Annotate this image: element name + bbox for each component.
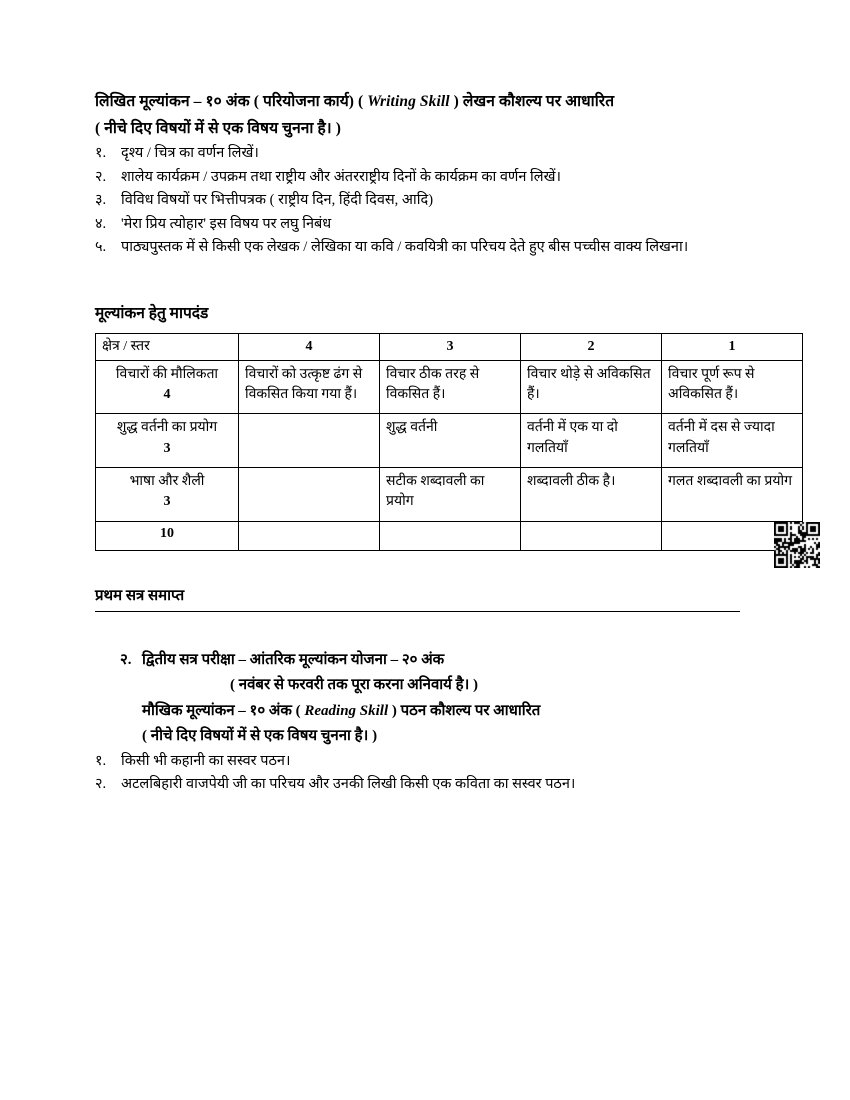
rubric-table <box>95 333 803 551</box>
list-item-label: 'मेरा प्रिय त्योहार' इस विषय पर लघु निबंध <box>121 215 332 232</box>
row-label-score: 4 <box>163 387 171 403</box>
list-item-number: २. <box>95 776 107 793</box>
table-header-row <box>96 333 803 360</box>
page-title-line1-post: ) लेखन कौशल्य पर आधारित <box>449 93 615 110</box>
table-cell <box>239 414 380 468</box>
list-item-label: अटलबिहारी वाजपेयी जी का परिचय और उनकी लिखी किसी एक कविता का सस्वर पठन। <box>121 776 576 793</box>
table-cell: शुद्ध वर्तनी <box>380 414 521 468</box>
table-cell: वर्तनी में दस से ज्यादा गलतियाँ <box>662 414 803 468</box>
qr-code-icon <box>774 522 820 568</box>
table-cell-empty <box>521 521 662 550</box>
section-two-number: २. <box>120 651 132 668</box>
list-item-number: ५. <box>95 239 107 256</box>
section-two-heading <box>120 648 740 674</box>
row-label-score: 3 <box>163 440 171 456</box>
section-two-subtitle-pre: मौखिक मूल्यांकन – १० अंक ( <box>142 702 305 719</box>
table-row <box>96 360 803 414</box>
list-item <box>95 213 715 235</box>
document-content <box>95 88 792 797</box>
list-item <box>95 166 715 188</box>
page-title-line1 <box>95 88 755 115</box>
row-label <box>96 414 239 468</box>
list-item <box>95 142 715 164</box>
page-title-line1-latin: Writing Skill <box>367 93 450 110</box>
column-header-1: 1 <box>662 333 803 360</box>
table-cell: विचार ठीक तरह से विकसित हैं। <box>380 360 521 414</box>
section-two-title: द्वितीय सत्र परीक्षा – आंतरिक मूल्यांकन योजना – २० अंक <box>142 651 445 668</box>
list-item-number: ३. <box>95 192 107 209</box>
column-header-3: 3 <box>380 333 521 360</box>
row-label-text: भाषा और शैली <box>129 474 205 490</box>
table-cell: विचार थोड़े से अविकसित हैं। <box>521 360 662 414</box>
section-two-items-list <box>95 750 720 796</box>
column-header-2: 2 <box>521 333 662 360</box>
table-cell: गलत शब्दावली का प्रयोग <box>662 468 803 522</box>
page-title-line2: ( नीचे दिए विषयों में से एक विषय चुनना है। ) <box>95 120 342 138</box>
column-header-4: 4 <box>239 333 380 360</box>
table-row <box>96 414 803 468</box>
list-item <box>95 236 715 258</box>
section-two-subtitle <box>142 699 740 725</box>
total-score: 10 <box>96 521 239 550</box>
list-item-label: विविध विषयों पर भित्तीपत्रक ( राष्ट्रीय दिन, हिंदी दिवस, आदि) <box>121 192 434 209</box>
table-cell: विचार पूर्ण रूप से अविकसित हैं। <box>662 360 803 414</box>
row-label-score: 3 <box>163 494 171 510</box>
topics-list <box>95 142 715 258</box>
row-label <box>96 468 239 522</box>
row-label <box>96 360 239 414</box>
table-row <box>96 468 803 522</box>
list-item-label: शालेय कार्यक्रम / उपक्रम तथा राष्ट्रीय और अंतरराष्ट्रीय दिनों के कार्यक्रम का वर्णन लिखें। <box>121 168 561 185</box>
section-two <box>120 648 740 750</box>
rubric-title: मूल्यांकन हेतु मापदंड <box>95 304 209 322</box>
section-two-subtitle-post: ) पठन कौशल्य पर आधारित <box>388 702 541 719</box>
table-cell-empty <box>239 521 380 550</box>
table-cell: सटीक शब्दावली का प्रयोग <box>380 468 521 522</box>
section-two-instruction: ( नीचे दिए विषयों में से एक विषय चुनना है। ) <box>142 728 378 745</box>
table-row-total <box>96 521 803 550</box>
table-cell: विचारों को उत्कृष्ट ढंग से विकसित किया गया हैं। <box>239 360 380 414</box>
table-cell: शब्दावली ठीक है। <box>521 468 662 522</box>
list-item-number: २. <box>95 168 107 185</box>
page-title-line1-pre: लिखित मूल्यांकन – १० अंक ( परियोजना कार्य) ( <box>95 93 368 110</box>
list-item-number: १. <box>95 145 107 162</box>
list-item-number: ४. <box>95 215 107 232</box>
list-item-label: दृश्य / चित्र का वर्णन लिखें। <box>121 145 259 162</box>
list-item-label: पाठ्यपुस्तक में से किसी एक लेखक / लेखिका या कवि / कवयित्री का परिचय देते हुए बीस पच्चीस वाक्य लिखना। <box>121 239 689 256</box>
table-cell-empty <box>380 521 521 550</box>
horizontal-divider <box>95 611 740 612</box>
session-end-label: प्रथम सत्र समाप्त <box>95 587 185 604</box>
list-item <box>95 189 715 211</box>
list-item-number: १. <box>95 752 107 769</box>
table-cell <box>239 468 380 522</box>
list-item <box>95 773 720 795</box>
page-title <box>95 88 755 142</box>
list-item-label: किसी भी कहानी का सस्वर पठन। <box>121 752 291 769</box>
row-label-text: शुद्ध वर्तनी का प्रयोग <box>116 420 218 436</box>
table-cell: वर्तनी में एक या दो गलतियाँ <box>521 414 662 468</box>
section-two-subtitle-latin: Reading Skill <box>304 702 389 719</box>
column-header-criteria: क्षेत्र / स्तर <box>96 333 239 360</box>
list-item <box>95 750 720 772</box>
row-label-text: विचारों की मौलिकता <box>115 366 219 382</box>
section-two-note: ( नवंबर से फरवरी तक पूरा करना अनिवार्य है। ) <box>230 677 479 694</box>
